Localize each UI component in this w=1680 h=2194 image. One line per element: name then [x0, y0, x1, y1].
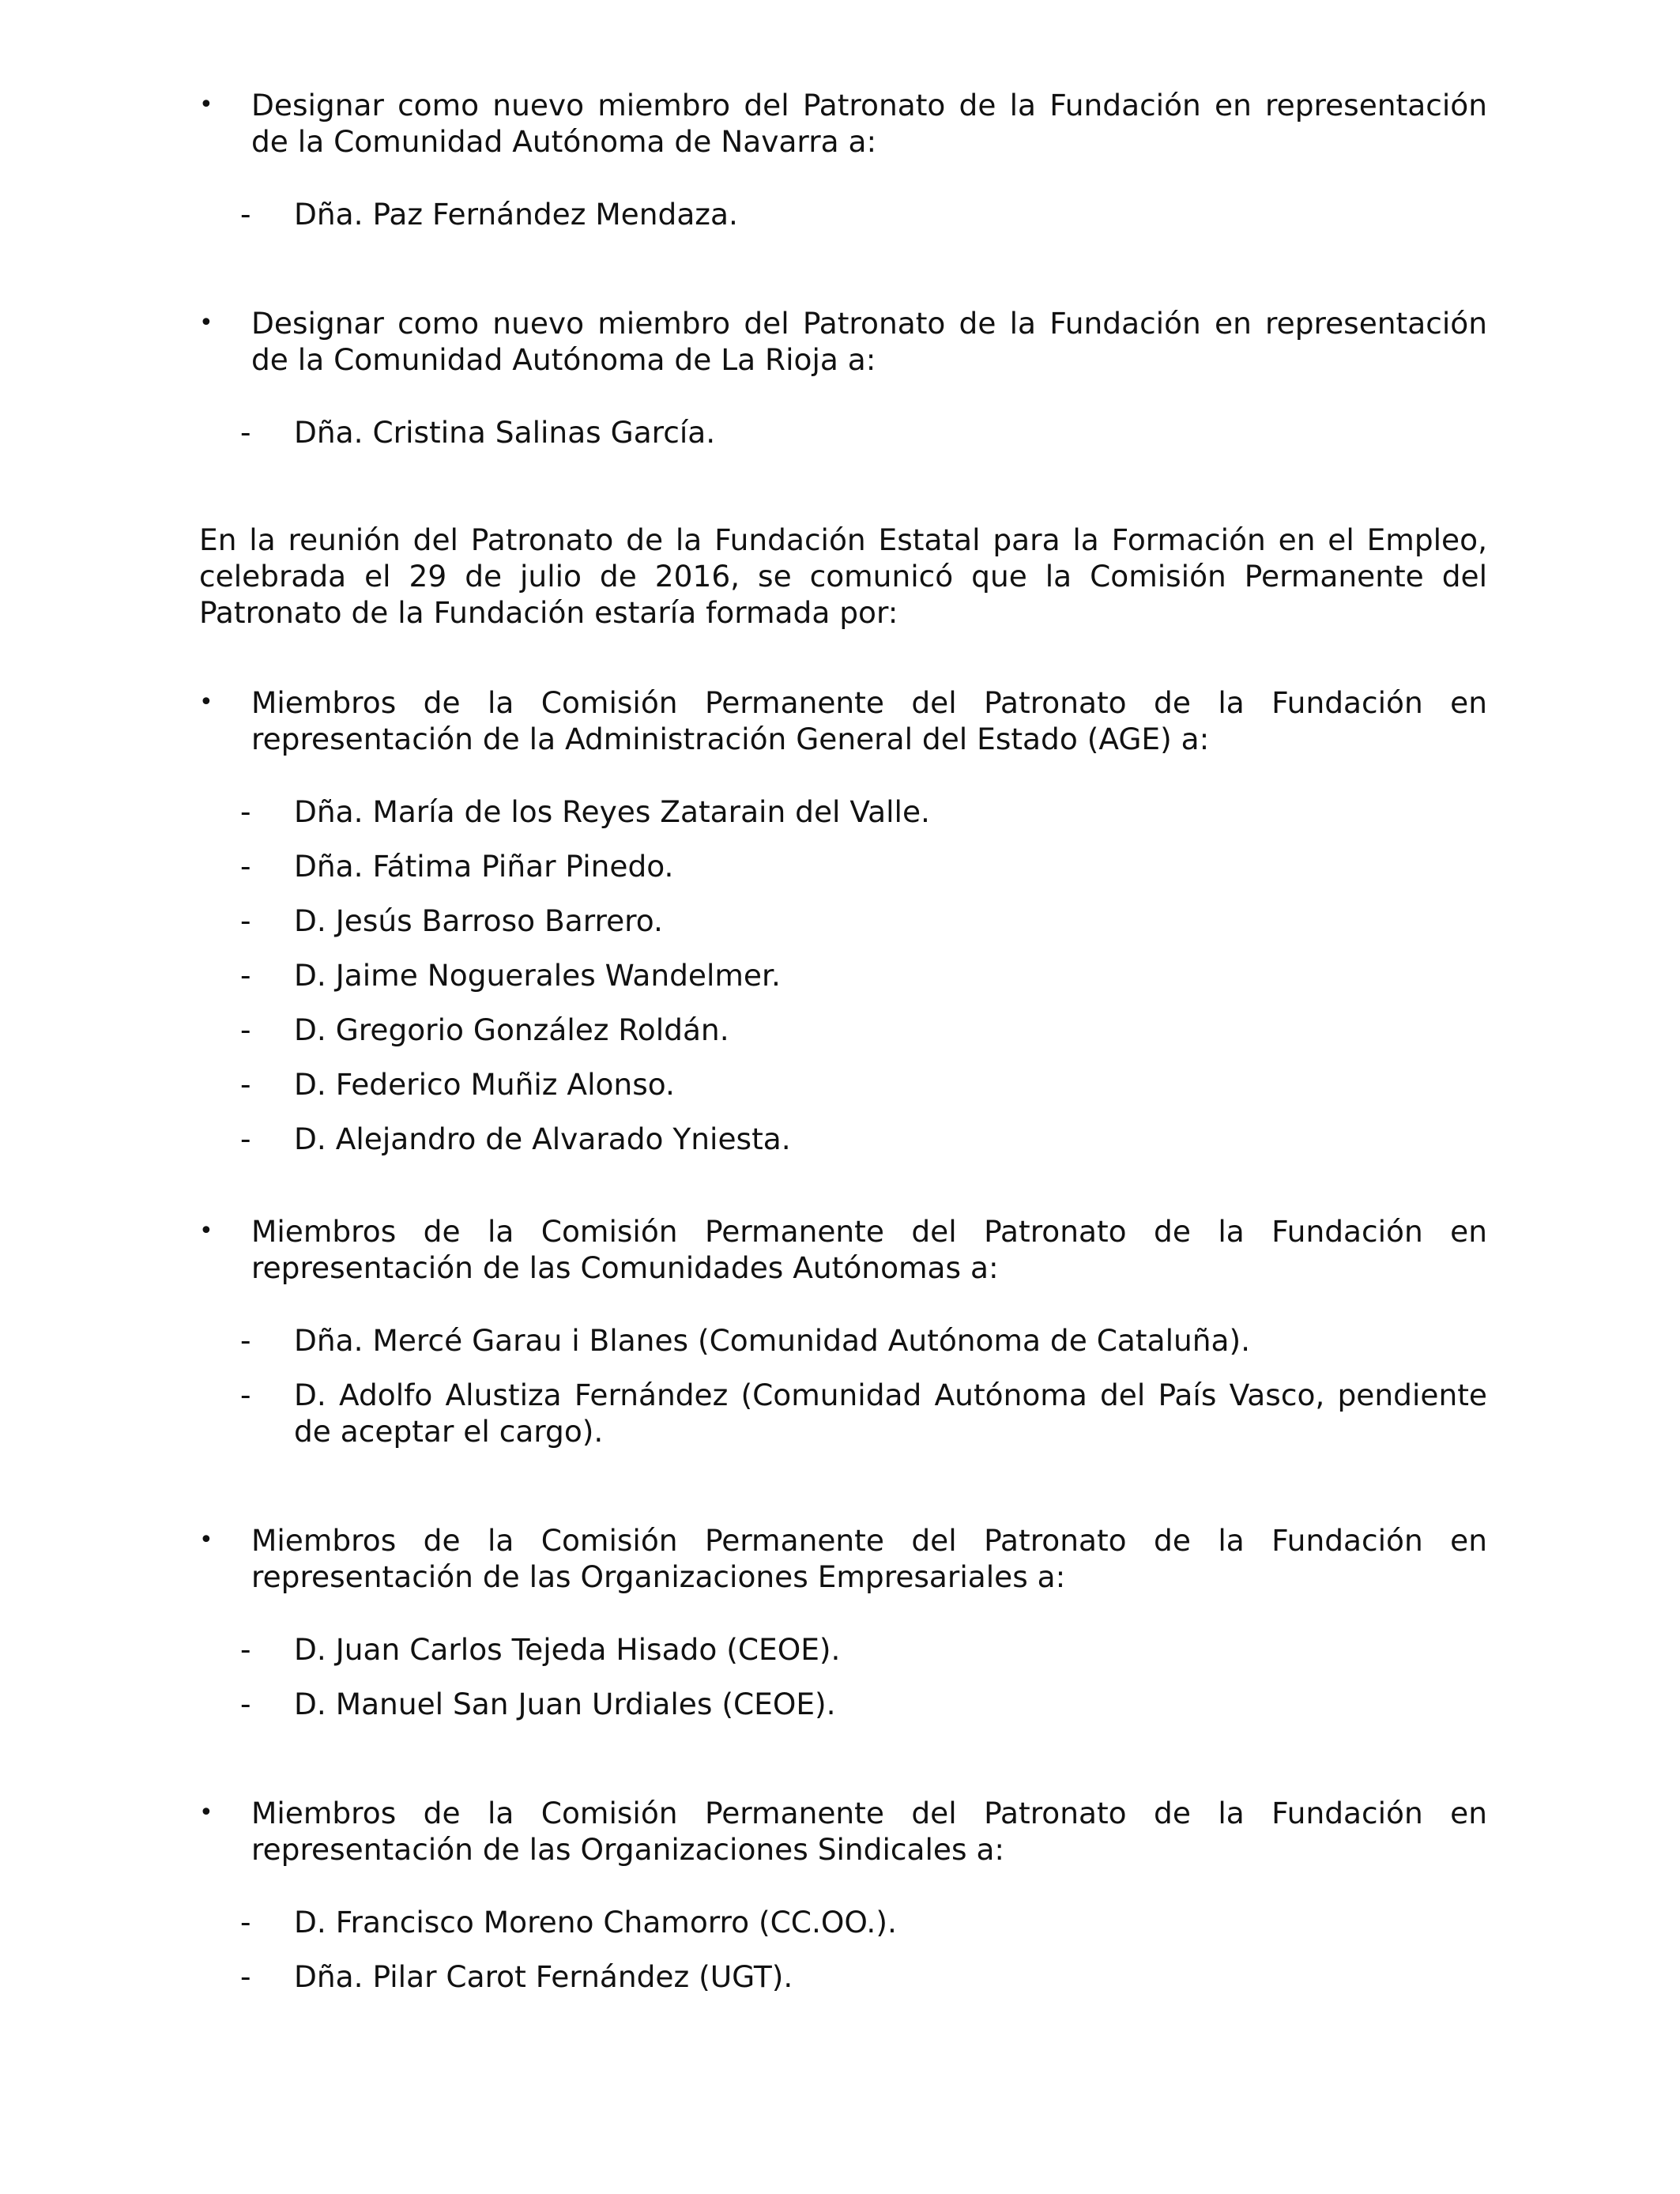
bullet-comunidades-autonomas [199, 1213, 1487, 1286]
bullet-marker: • [199, 1526, 213, 1554]
list-item-text: Dña. Paz Fernández Mendaza. [294, 197, 738, 232]
bullet-text: Miembros de la Comisión Permanente del Patronato de la Fundación en representación de la Administración General del Estado (AGE) a: [251, 685, 1487, 756]
dash-marker: - [240, 1959, 251, 1994]
bullet-organizaciones-sindicales [199, 1795, 1487, 1868]
dash-marker: - [240, 794, 251, 829]
list-item [240, 1066, 1487, 1103]
dash-marker: - [240, 1632, 251, 1667]
list-item [240, 1322, 1487, 1359]
bullet-age [199, 684, 1487, 757]
list-item [240, 848, 1487, 884]
dash-marker: - [240, 903, 251, 938]
list-item [240, 1121, 1487, 1157]
list-item-text: Dña. Mercé Garau i Blanes (Comunidad Autónoma de Cataluña). [294, 1323, 1251, 1358]
dash-marker: - [240, 849, 251, 884]
list-item-text: D. Juan Carlos Tejeda Hisado (CEOE). [294, 1632, 841, 1667]
list-item-text: D. Manuel San Juan Urdiales (CEOE). [294, 1687, 836, 1721]
dash-marker: - [240, 1687, 251, 1721]
list-item [240, 903, 1487, 939]
dash-marker: - [240, 1067, 251, 1102]
bullet-marker: • [199, 688, 213, 716]
list-item-text: D. Adolfo Alustiza Fernández (Comunidad Autónoma del País Vasco, pendiente de aceptar el cargo). [294, 1378, 1487, 1449]
list-item-text: D. Jaime Noguerales Wandelmer. [294, 958, 781, 993]
list-item [240, 1904, 1487, 1940]
dash-marker: - [240, 197, 251, 232]
list-item [240, 1686, 1487, 1722]
bullet-text: Designar como nuevo miembro del Patronato de la Fundación en representación de la Comunidad Autónoma de La Rioja a: [251, 306, 1487, 377]
list-item [240, 414, 1487, 450]
bullet-la-rioja [199, 305, 1487, 378]
list-item-text: Dña. Pilar Carot Fernández (UGT). [294, 1959, 793, 1994]
list-item [240, 1631, 1487, 1668]
bullet-marker: • [199, 1799, 213, 1826]
bullet-organizaciones-empresariales [199, 1522, 1487, 1595]
bullet-text: Miembros de la Comisión Permanente del Patronato de la Fundación en representación de las Comunidades Autónomas a: [251, 1214, 1487, 1285]
bullet-text: Miembros de la Comisión Permanente del Patronato de la Fundación en representación de las Organizaciones Empresariales a: [251, 1523, 1487, 1594]
list-item-text: Dña. María de los Reyes Zatarain del Valle. [294, 794, 930, 829]
dash-marker: - [240, 415, 251, 450]
dash-marker: - [240, 1012, 251, 1047]
dash-marker: - [240, 1378, 251, 1412]
list-item-text: D. Francisco Moreno Chamorro (CC.OO.). [294, 1905, 897, 1940]
bullet-marker: • [199, 91, 213, 119]
list-item-text: D. Gregorio González Roldán. [294, 1012, 729, 1047]
bullet-text: Designar como nuevo miembro del Patronato de la Fundación en representación de la Comunidad Autónoma de Navarra a: [251, 88, 1487, 159]
list-item [240, 957, 1487, 993]
list-item [240, 1958, 1487, 1995]
bullet-text: Miembros de la Comisión Permanente del Patronato de la Fundación en representación de las Organizaciones Sindicales a: [251, 1796, 1487, 1867]
bullet-marker: • [199, 309, 213, 337]
list-item [240, 1012, 1487, 1048]
list-item-text: Dña. Cristina Salinas García. [294, 415, 716, 450]
list-item [240, 196, 1487, 232]
list-item [240, 794, 1487, 830]
bullet-marker: • [199, 1217, 213, 1245]
dash-marker: - [240, 1905, 251, 1940]
dash-marker: - [240, 1122, 251, 1156]
list-item-text: D. Jesús Barroso Barrero. [294, 903, 663, 938]
list-item-text: Dña. Fátima Piñar Pinedo. [294, 849, 674, 884]
list-item [240, 1377, 1487, 1449]
list-item-text: D. Alejandro de Alvarado Yniesta. [294, 1122, 791, 1156]
bullet-navarra [199, 87, 1487, 160]
list-item-text: D. Federico Muñiz Alonso. [294, 1067, 675, 1102]
body-paragraph: En la reunión del Patronato de la Fundación Estatal para la Formación en el Empleo, celebrada el 29 de julio de 2016, se comunicó que la Comisión Permanente del Patronato de la Fundación estaría formada por: [199, 522, 1487, 630]
dash-marker: - [240, 958, 251, 993]
dash-marker: - [240, 1323, 251, 1358]
